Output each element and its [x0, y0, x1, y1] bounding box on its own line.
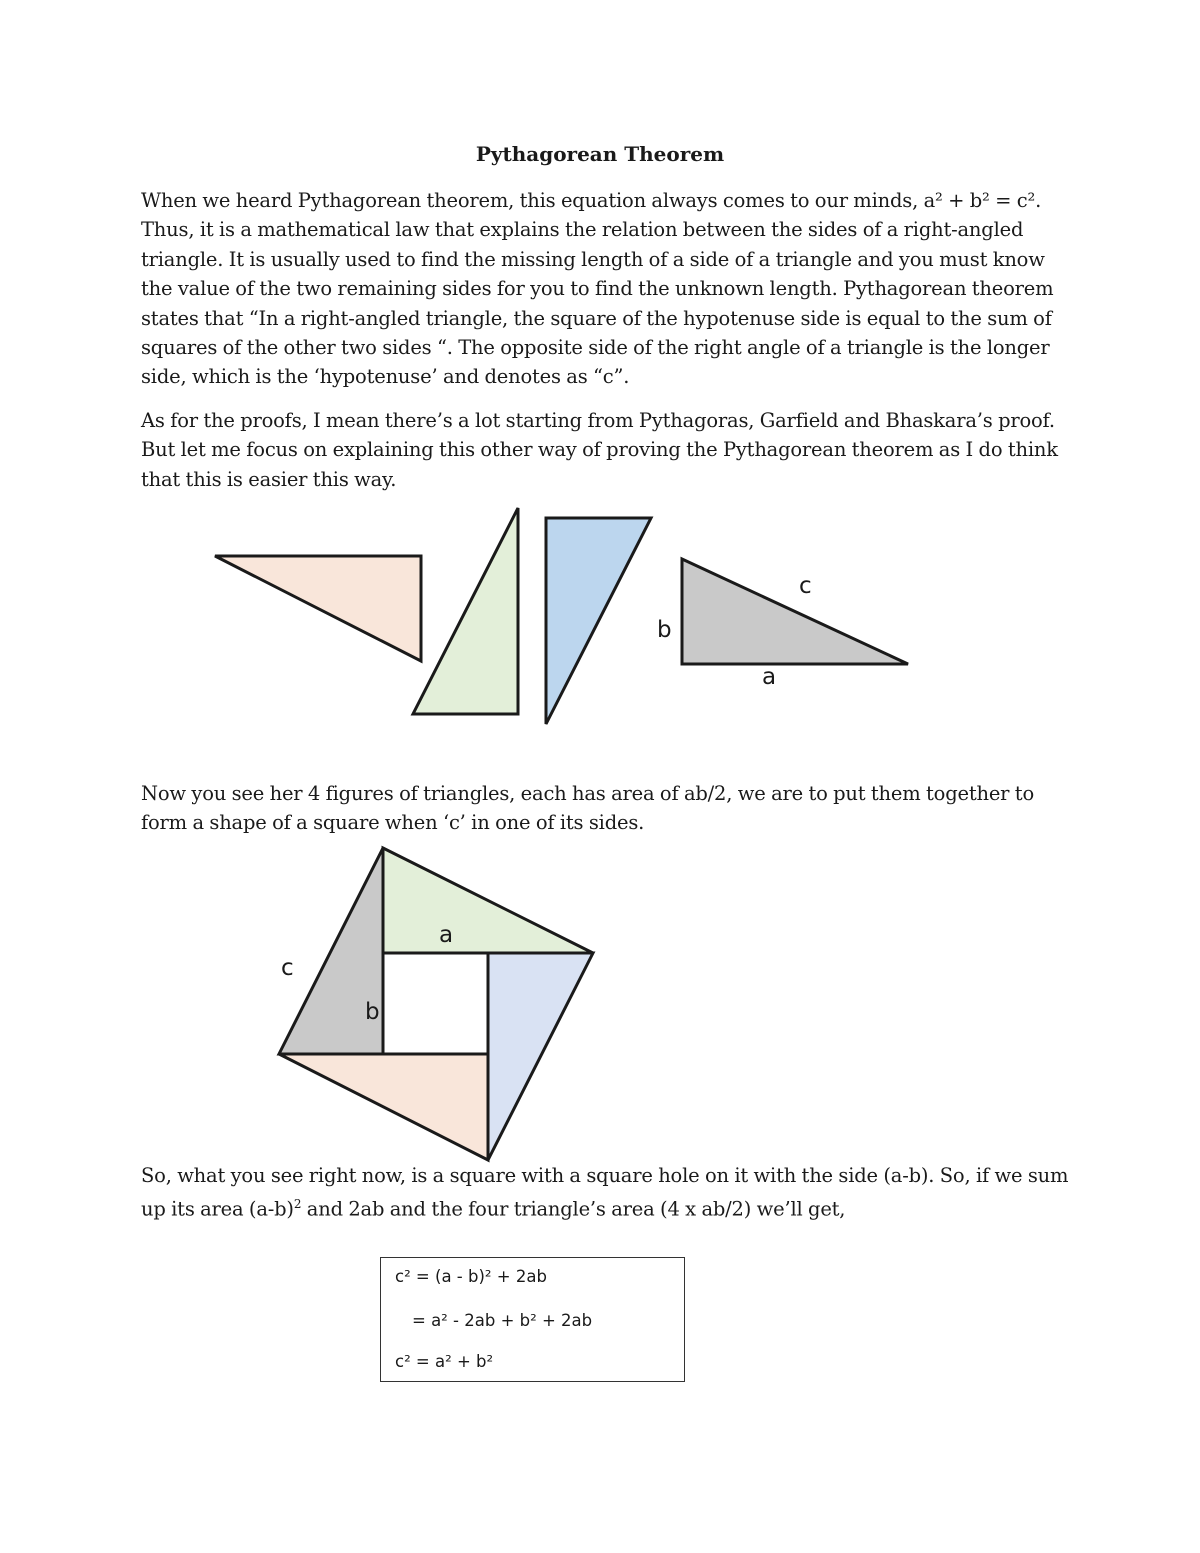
label-c: c: [281, 955, 294, 981]
label-a: a: [762, 664, 777, 690]
gray-triangle: [682, 559, 908, 664]
page-title: Pythagorean Theorem: [475, 142, 725, 166]
square-arrangement-figure: [0, 838, 1200, 1168]
label-c: c: [799, 573, 812, 599]
label-a: a: [439, 922, 454, 948]
peach-triangle-bottom: [279, 1054, 488, 1160]
equation-box: [380, 1257, 685, 1382]
green-triangle: [413, 508, 518, 714]
blue-triangle: [546, 518, 651, 724]
area-text-end: and 2ab and the four triangle’s area (4 x ab/2) we’ll get,: [301, 1197, 846, 1221]
equation-line-2: = a² - 2ab + b² + 2ab: [412, 1311, 593, 1330]
square-hole: [383, 953, 488, 1054]
arrangement-paragraph: Now you see her 4 figures of triangles, each has area of ab/2, we are to put them together to form a shape of a square when ‘c’ in one of its sides.: [141, 782, 1034, 835]
green-triangle-top: [383, 848, 593, 953]
four-triangles-figure: [0, 495, 1200, 735]
label-b: b: [657, 617, 672, 643]
equation-line-1: c² = (a - b)² + 2ab: [395, 1267, 547, 1286]
area-superscript: 2: [293, 1197, 302, 1212]
intro-paragraph: When we heard Pythagorean theorem, this equation always comes to our minds, a² + b² = c². Thus, it is a mathematical law that explains the relation between the sides of a right-angled triangle. It is usually used to find the missing length of a side of a triangle and you must know the value of the two remaining sides for you to find the unknown length. Pythagorean theorem states that “In a right-angled triangle, the square of the hypotenuse side is equal to the sum of squares of the other two sides “. The opposite side of the right angle of a triangle is the longer side, which is the ‘hypotenuse’ and denotes as “c”.: [141, 189, 1054, 389]
proofs-paragraph: As for the proofs, I mean there’s a lot starting from Pythagoras, Garfield and Bhaskara’s proof. But let me focus on explaining this other way of proving the Pythagorean theorem as I do think that this is easier this way.: [141, 409, 1058, 491]
peach-triangle: [215, 556, 421, 661]
area-paragraph: [141, 1161, 1071, 1224]
label-b: b: [365, 999, 380, 1025]
equation-line-3: c² = a² + b²: [395, 1352, 494, 1371]
area-text-start: So, what you see right now, is a square with a square hole on it with the side (a-b). So, if we sum up its area (a-b): [141, 1164, 1069, 1221]
blue-triangle-right: [488, 953, 593, 1160]
